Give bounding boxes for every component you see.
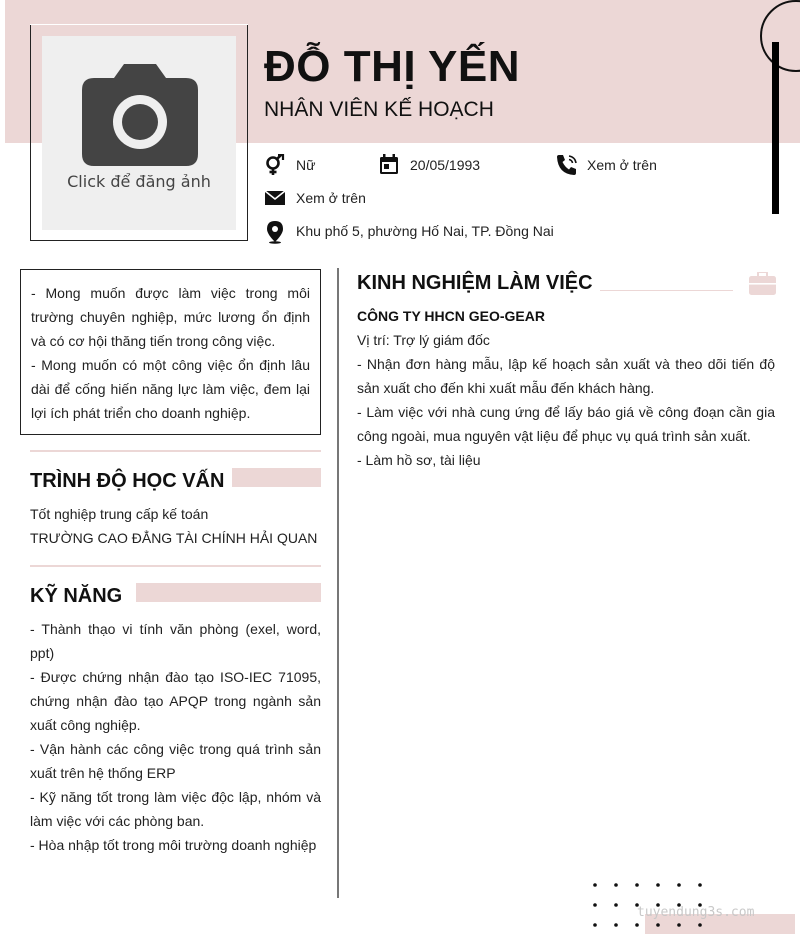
education-title-bar bbox=[232, 468, 321, 487]
email-value: Xem ở trên bbox=[296, 190, 366, 206]
education-line: Tốt nghiệp trung cấp kế toán bbox=[30, 506, 209, 522]
career-objective bbox=[20, 269, 321, 435]
gender-value: Nữ bbox=[296, 157, 316, 173]
photo-upload[interactable] bbox=[42, 36, 236, 230]
education-line: TRƯỜNG CAO ĐẲNG TÀI CHÍNH HẢI QUAN bbox=[30, 530, 318, 546]
phone-value: Xem ở trên bbox=[587, 157, 657, 173]
education-title: TRÌNH ĐỘ HỌC VẤN bbox=[30, 470, 225, 492]
skill-item: - Vận hành các công việc trong quá trình sản xuất trên hệ thống ERP bbox=[30, 741, 321, 781]
job-title: NHÂN VIÊN KẾ HOẠCH bbox=[264, 98, 494, 121]
photo-frame-top-edge bbox=[30, 24, 248, 25]
phone-icon bbox=[555, 154, 579, 176]
company-name: CÔNG TY HHCN GEO-GEAR bbox=[357, 308, 545, 324]
address-value: Khu phố 5, phường Hố Nai, TP. Đồng Nai bbox=[296, 223, 554, 239]
skills-content bbox=[30, 617, 321, 857]
skill-item: - Hòa nhập tốt trong môi trường doanh nghiệp bbox=[30, 837, 317, 853]
experience-title-rule bbox=[600, 290, 733, 291]
skill-item: - Được chứng nhận đào tạo ISO-IEC 71095, chứng nhận đào tạo APQP trong ngành sản xuất công nghiệp. bbox=[30, 669, 321, 733]
candidate-name: ĐỖ THỊ YẾN bbox=[264, 42, 521, 91]
camera-icon bbox=[82, 64, 198, 166]
section-divider bbox=[30, 450, 321, 452]
photo-caption: Click để đăng ảnh bbox=[67, 172, 211, 191]
calendar-icon bbox=[378, 154, 400, 176]
briefcase-icon bbox=[749, 272, 776, 295]
objective-line: - Mong muốn có một công việc ổn định lâu dài để cống hiến năng lực làm việc, đem lại lợi ích phát triển cho doanh nghiệp. bbox=[31, 357, 310, 421]
objective-line: - Mong muốn được làm việc trong môi trường chuyên nghiệp, mức lương ổn định và có cơ hội thăng tiến trong công việc. bbox=[31, 285, 310, 349]
birthday-value: 20/05/1993 bbox=[410, 157, 481, 173]
watermark: tuyendung3s.com bbox=[637, 905, 755, 920]
experience-item: - Làm hồ sơ, tài liệu bbox=[357, 452, 481, 468]
decorative-bar bbox=[772, 42, 779, 214]
experience-item: - Nhận đơn hàng mẫu, lập kế hoạch sản xuất và theo dõi tiến độ sản xuất cho đến khi xuất mẫu đến khách hàng. bbox=[357, 356, 775, 396]
skill-item: - Thành thạo vi tính văn phòng (exel, word, ppt) bbox=[30, 621, 321, 661]
skills-title-bar bbox=[136, 583, 321, 602]
location-pin-icon bbox=[264, 220, 286, 244]
skill-item: - Kỹ năng tốt trong làm việc độc lập, nhóm và làm việc với các phòng ban. bbox=[30, 789, 321, 829]
section-divider bbox=[30, 565, 321, 567]
skills-title: KỸ NĂNG bbox=[30, 585, 123, 607]
experience-content bbox=[357, 328, 775, 472]
gender-icon bbox=[264, 154, 286, 176]
education-content bbox=[30, 502, 325, 550]
column-divider bbox=[337, 268, 339, 898]
envelope-icon bbox=[264, 187, 286, 209]
experience-title: KINH NGHIỆM LÀM VIỆC bbox=[357, 272, 593, 294]
experience-position: Vị trí: Trợ lý giám đốc bbox=[357, 332, 490, 348]
experience-item: - Làm việc với nhà cung ứng để lấy báo giá về công đoạn cần gia công ngoài, mua nguyên vật liệu để phục vụ quá trình sản xuất. bbox=[357, 404, 775, 444]
